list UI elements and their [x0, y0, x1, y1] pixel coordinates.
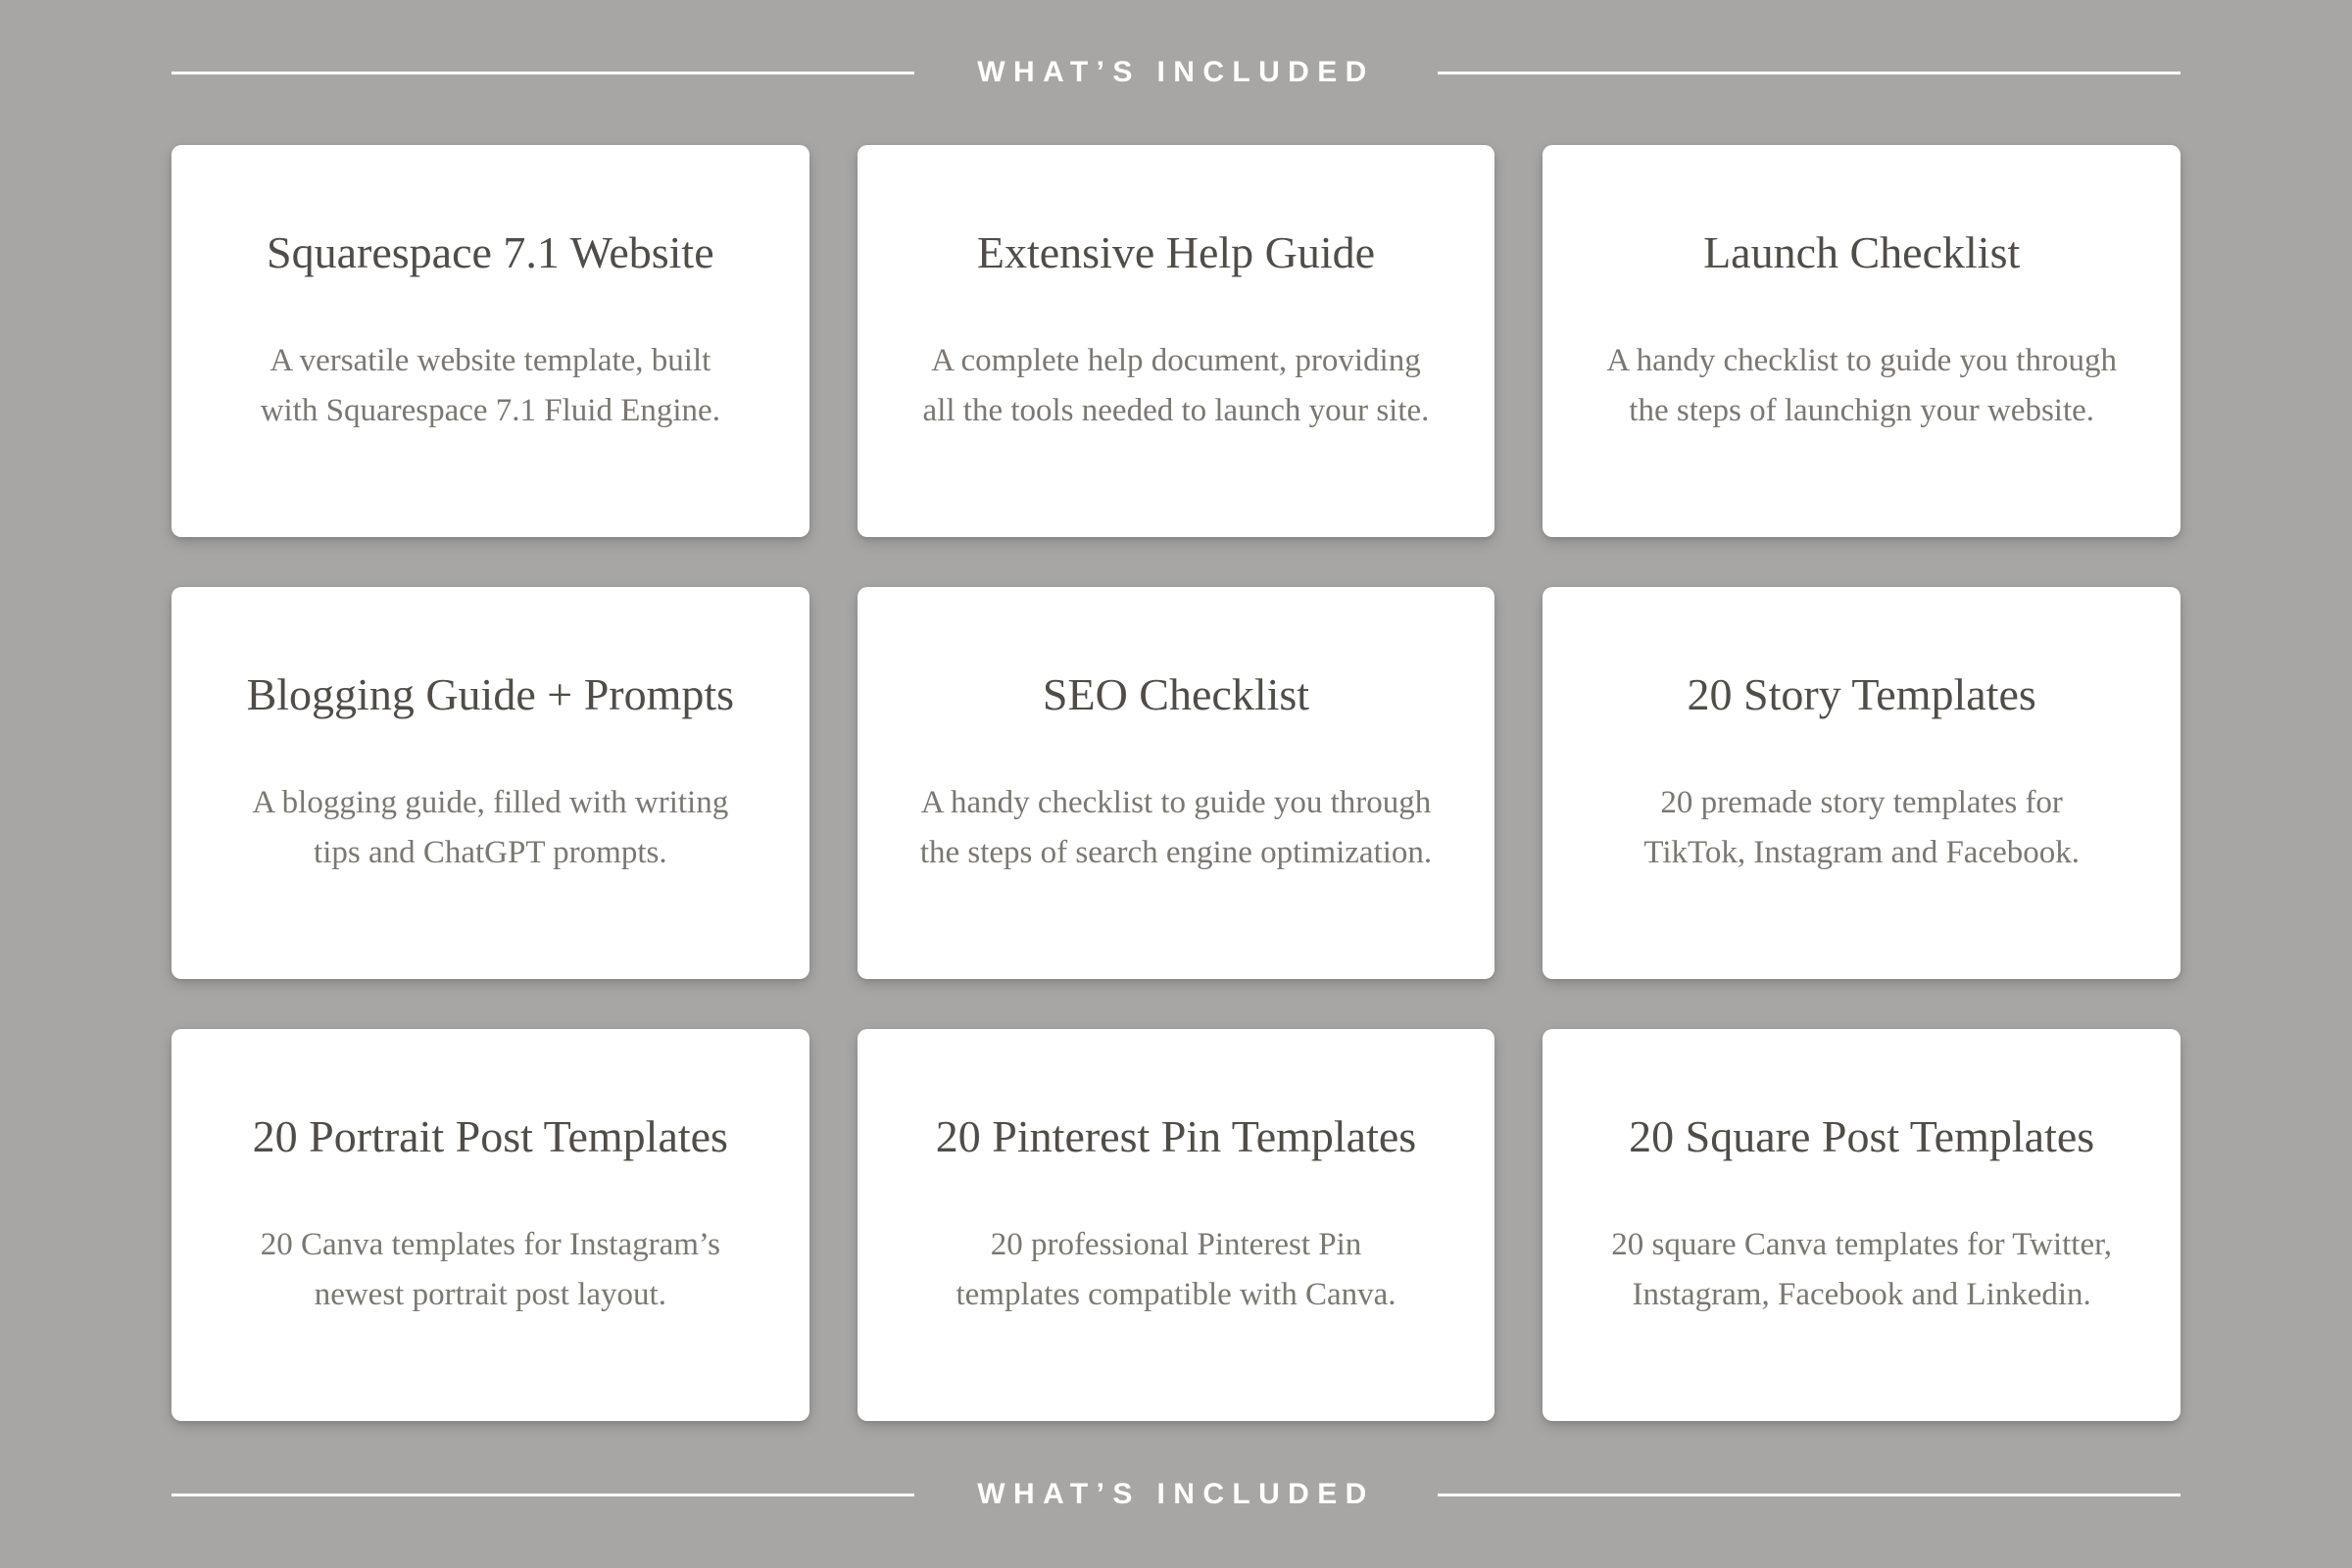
divider-line [172, 1494, 914, 1496]
card-title: 20 Portrait Post Templates [252, 1111, 728, 1161]
card-description-line: 20 premade story templates for [1660, 785, 2063, 821]
card [1543, 1029, 2180, 1421]
card-description-line: A handy checklist to guide you through [1606, 343, 2117, 379]
card-description [196, 336, 785, 436]
card-description-line: all the tools needed to launch your site. [922, 393, 1430, 429]
card-description-line: TikTok, Instagram and Facebook. [1643, 835, 2080, 871]
card [172, 1029, 809, 1421]
card-title: Extensive Help Guide [976, 227, 1376, 277]
card-title: Launch Checklist [1703, 227, 2021, 277]
card [172, 587, 809, 979]
divider-line [1438, 1494, 2180, 1496]
card-description [1567, 1220, 2156, 1320]
card [172, 145, 809, 537]
card-description-line: tips and ChatGPT prompts. [314, 835, 667, 871]
card-description [882, 336, 1471, 436]
cards-grid [0, 145, 2352, 1421]
card-description [196, 1220, 785, 1320]
card-description-line: the steps of launchign your website. [1629, 393, 2095, 429]
section-heading: WHAT’S INCLUDED [977, 1478, 1375, 1510]
section-heading: WHAT’S INCLUDED [977, 56, 1375, 88]
whats-included-banner-bottom [0, 1421, 2352, 1568]
card-description-line: 20 professional Pinterest Pin [990, 1227, 1362, 1263]
card-description-line: templates compatible with Canva. [956, 1277, 1396, 1313]
card-title: Squarespace 7.1 Website [267, 227, 714, 277]
card-title: 20 Square Post Templates [1629, 1111, 2095, 1161]
card-title: 20 Pinterest Pin Templates [935, 1111, 1417, 1161]
card-description-line: 20 square Canva templates for Twitter, [1611, 1227, 2113, 1263]
card-description [1567, 778, 2156, 878]
card-title: 20 Story Templates [1687, 669, 2036, 719]
card-description-line: A handy checklist to guide you through [920, 785, 1432, 821]
card [858, 1029, 1495, 1421]
card [1543, 587, 2180, 979]
card-description-line: 20 Canva templates for Instagram’s [260, 1227, 720, 1263]
card-description-line: A blogging guide, filled with writing [252, 785, 729, 821]
card-description [882, 778, 1471, 878]
card-description-line: Instagram, Facebook and Linkedin. [1632, 1277, 2091, 1313]
card [858, 587, 1495, 979]
card [858, 145, 1495, 537]
card-description [1567, 336, 2156, 436]
card [1543, 145, 2180, 537]
card-title: SEO Checklist [1042, 669, 1310, 719]
card-description-line: A complete help document, providing [931, 343, 1421, 379]
divider-line [172, 72, 914, 74]
card-description-line: newest portrait post layout. [314, 1277, 666, 1313]
divider-line [1438, 72, 2180, 74]
card-description-line: the steps of search engine optimization. [919, 835, 1433, 871]
card-description [882, 1220, 1471, 1320]
card-description [196, 778, 785, 878]
whats-included-banner-top [0, 0, 2352, 145]
card-description-line: with Squarespace 7.1 Fluid Engine. [260, 393, 720, 429]
card-title: Blogging Guide + Prompts [246, 669, 735, 719]
card-description-line: A versatile website template, built [270, 343, 711, 379]
